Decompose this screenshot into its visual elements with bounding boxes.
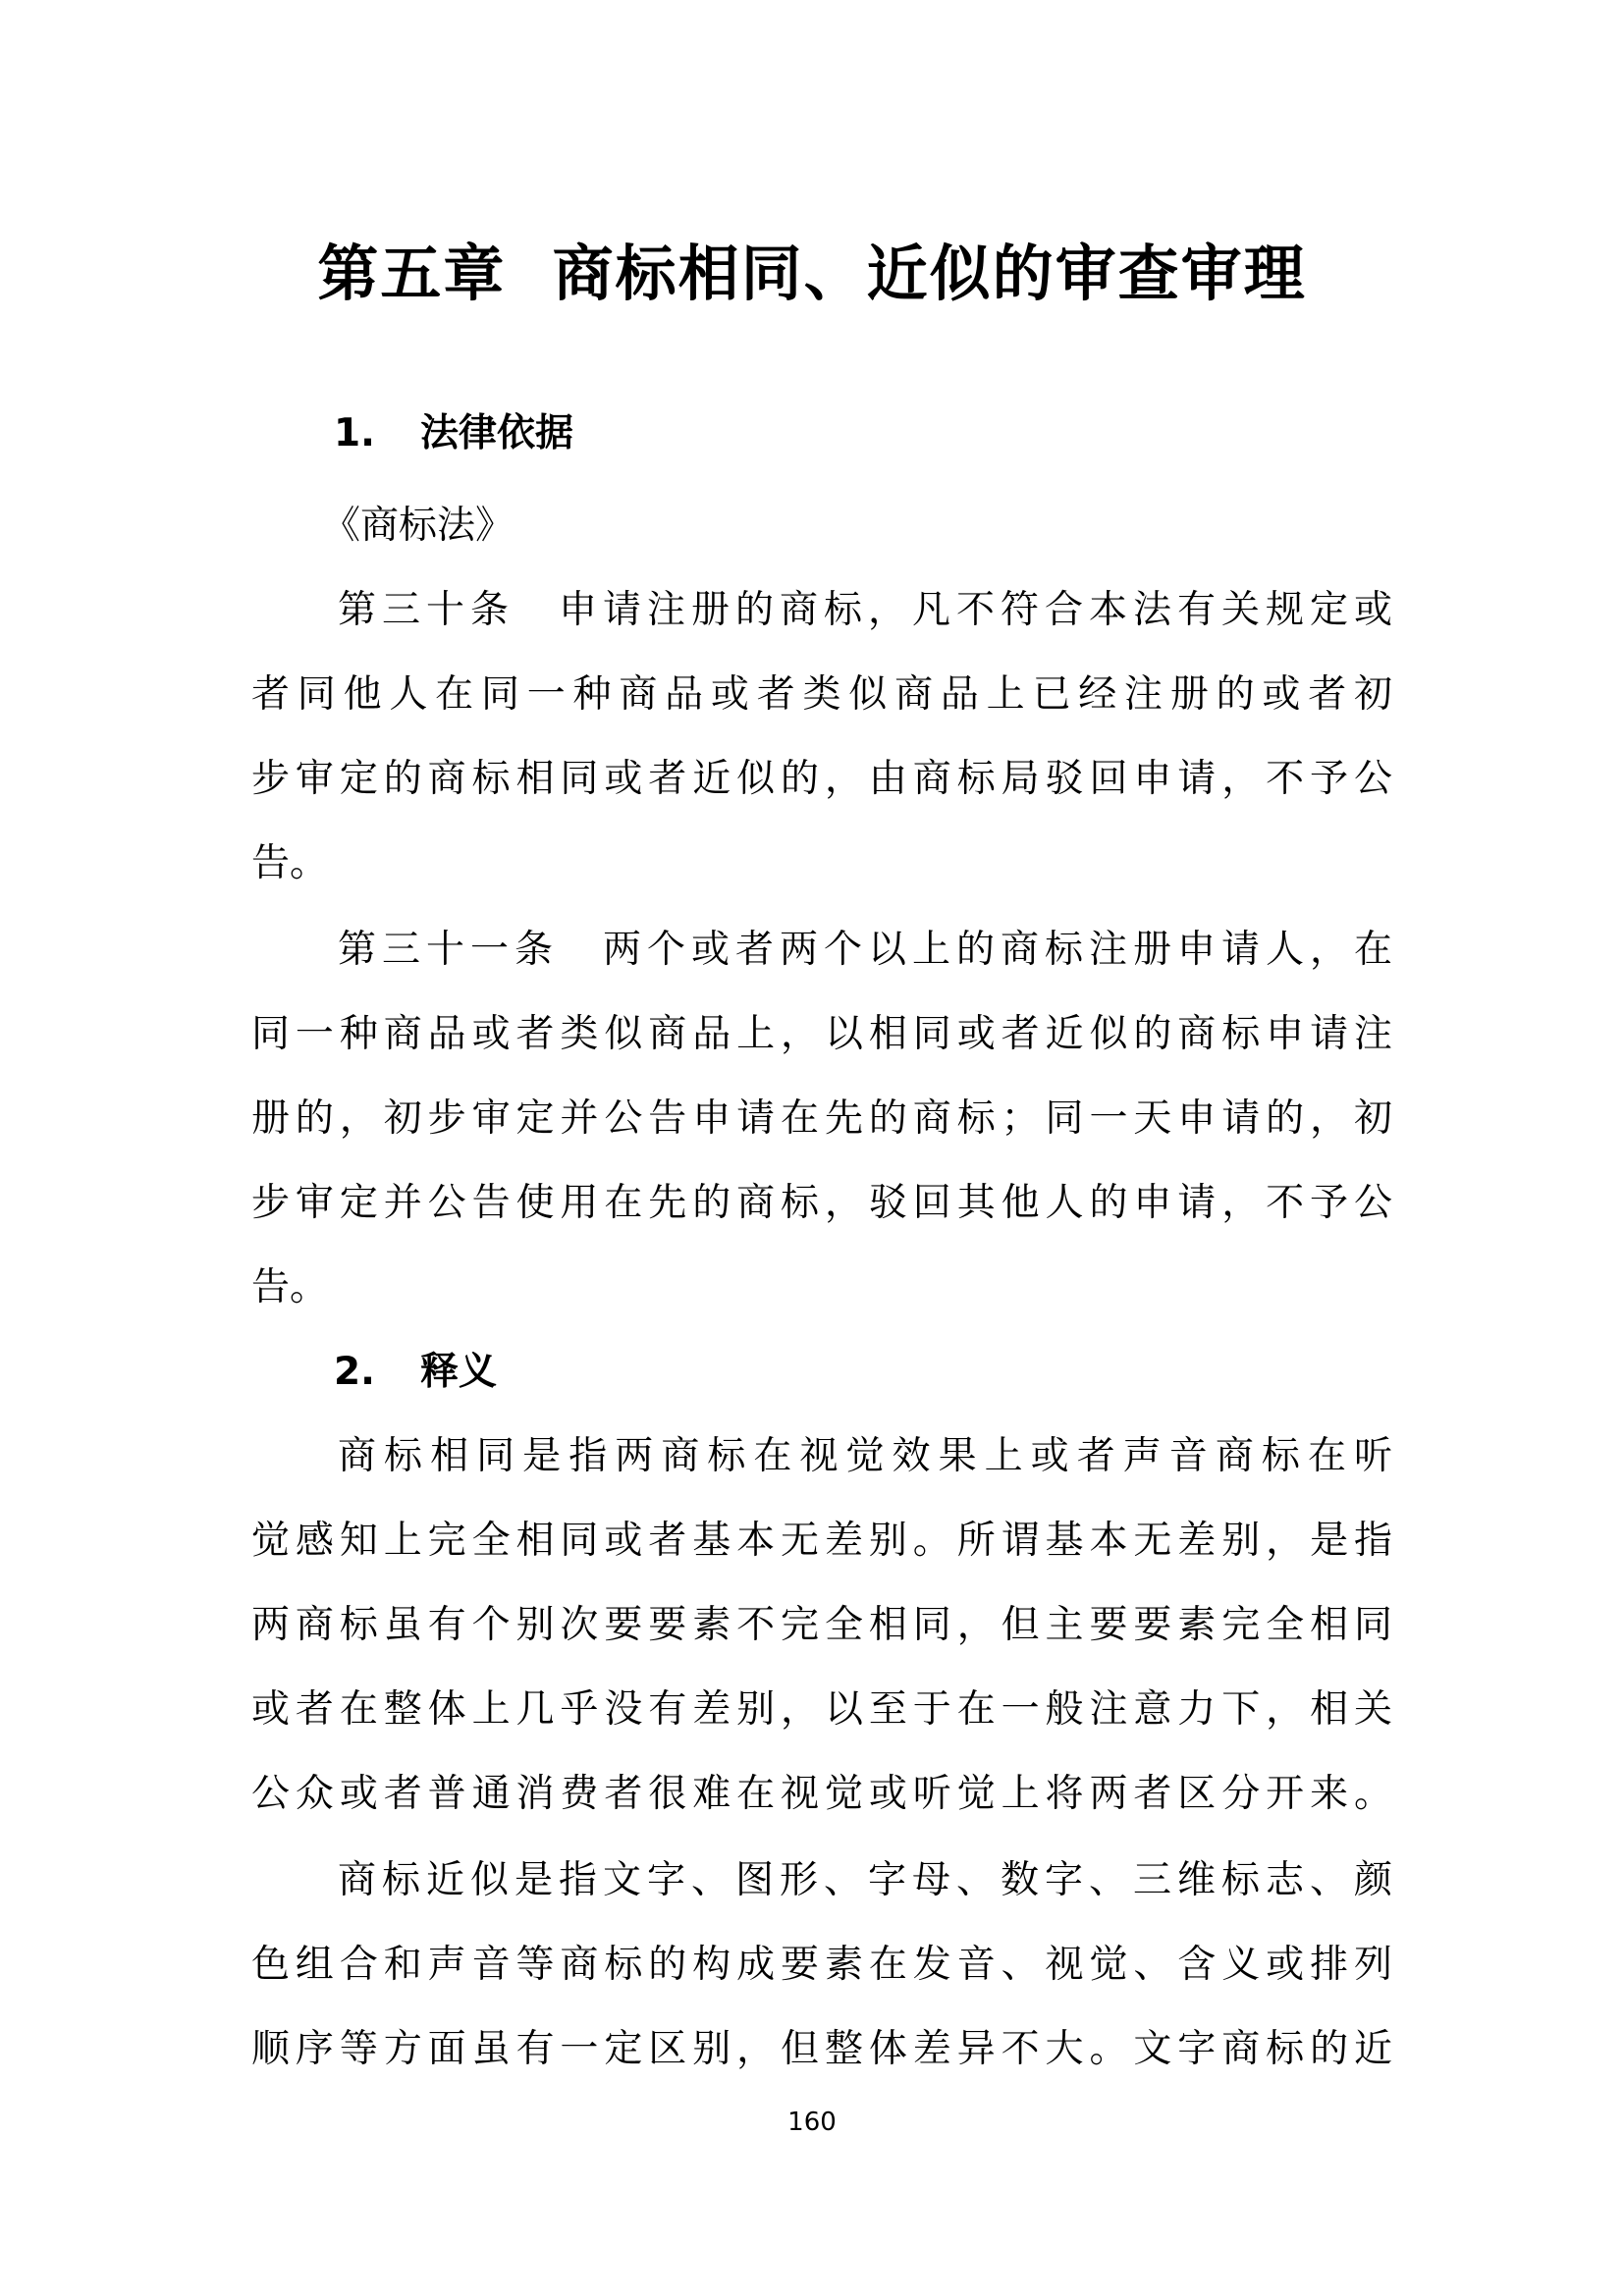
- paragraph-line: 同一种商品或者类似商品上，以相同或者近似的商标申请注: [251, 1012, 1392, 1056]
- paragraph-line: 告。: [251, 1265, 329, 1309]
- section-title: 法律依据: [420, 411, 574, 455]
- chapter-title: 第五章 商标相同、近似的审查审理: [317, 238, 1307, 309]
- section-title: 释义: [420, 1350, 498, 1394]
- section-heading-legal-basis: [334, 404, 573, 463]
- paragraph-line: 顺序等方面虽有一定区别，但整体差异不大。文字商标的近: [251, 2027, 1392, 2071]
- paragraph-line: 色组合和声音等商标的构成要素在发音、视觉、含义或排列: [251, 1943, 1392, 1987]
- paragraph-line: 公众或者普通消费者很难在视觉或听觉上将两者区分开来。: [251, 1772, 1392, 1816]
- page-number: 160: [787, 2108, 837, 2137]
- law-name: 《商标法》: [322, 504, 514, 548]
- paragraph-line: 两商标虽有个别次要要素不完全相同，但主要要素完全相同: [251, 1603, 1392, 1647]
- paragraph-line: 步审定的商标相同或者近似的，由商标局驳回申请，不予公: [251, 757, 1392, 801]
- paragraph-line: 步审定并公告使用在先的商标，驳回其他人的申请，不予公: [251, 1181, 1392, 1225]
- paragraph-line: 或者在整体上几乎没有差别，以至于在一般注意力下，相关: [251, 1687, 1392, 1732]
- paragraph-line: 册的，初步审定并公告申请在先的商标；同一天申请的，初: [251, 1096, 1392, 1141]
- paragraph-line: 第三十条 申请注册的商标，凡不符合本法有关规定或: [338, 588, 1392, 632]
- paragraph-line: 告。: [251, 841, 329, 885]
- section-number: 2.: [334, 1350, 375, 1394]
- paragraph-line: 商标近似是指文字、图形、字母、数字、三维标志、颜: [338, 1858, 1392, 1902]
- paragraph-line: 觉感知上完全相同或者基本无差别。所谓基本无差别，是指: [251, 1519, 1392, 1563]
- paragraph-line: 商标相同是指两商标在视觉效果上或者声音商标在听: [338, 1434, 1392, 1478]
- paragraph-line: 第三十一条 两个或者两个以上的商标注册申请人，在: [338, 928, 1392, 972]
- section-number: 1.: [334, 411, 375, 455]
- paragraph-line: 者同他人在同一种商品或者类似商品上已经注册的或者初: [251, 672, 1392, 717]
- section-heading-definition: [334, 1343, 497, 1402]
